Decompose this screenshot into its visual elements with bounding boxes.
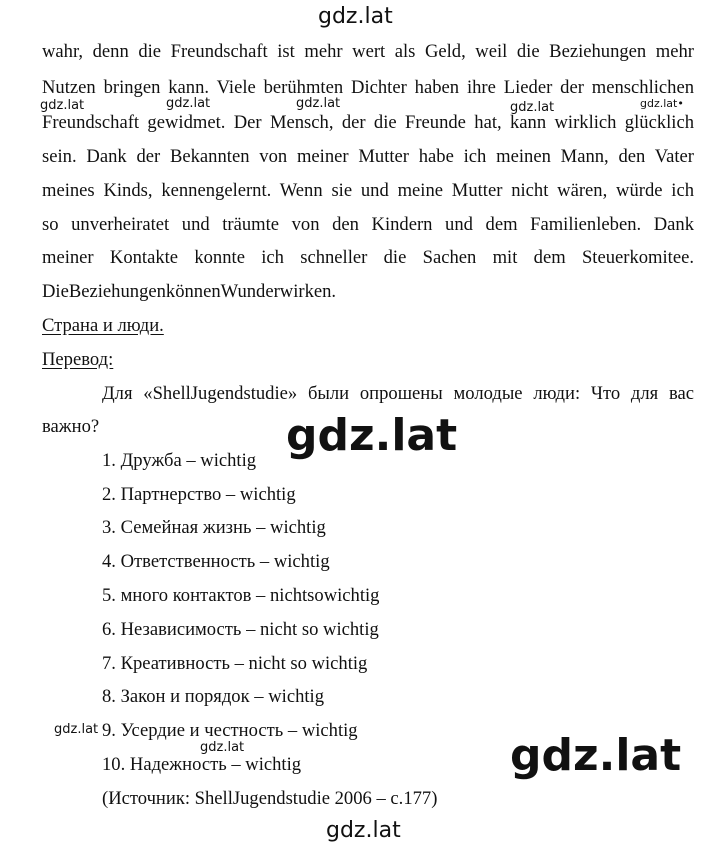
watermark-small: gdz.lat [166,96,211,111]
paragraph-line: DieBeziehungenkönnenWunderwirken. [42,281,337,302]
watermark-small: gdz.lat [510,100,555,115]
list-item: 10. Надежность – wichtig [102,754,302,775]
watermark-large: gdz.lat [510,730,682,781]
list-item: 2. Партнерство – wichtig [102,484,296,505]
list-item: 9. Усердие и честность – wichtig [102,720,358,741]
translation-heading: Перевод: [42,349,114,370]
watermark-small: gdz.lat [200,740,245,755]
list-item: 1. Дружба – wichtig [102,450,257,471]
source-citation: (Источник: ShellJugendstudie 2006 – с.177) [102,788,438,809]
paragraph-line: meiner Kontakte konnte ich schneller die Sachen mit dem Steuerkomitee. [42,247,694,268]
list-item: 5. много контактов – nichtsowichtig [102,585,380,606]
intro-line: Для «ShellJugendstudie» были опрошены молодые люди: Что для вас [102,383,694,404]
paragraph-line: sein. Dank der Bekannten von meiner Mutter habe ich meinen Mann, den Vater [42,146,694,167]
paragraph-line: Nutzen bringen kann. Viele berühmten Dichter haben ihre Lieder der menschlichen [42,77,694,98]
list-item: 6. Независимость – nicht so wichtig [102,619,379,640]
list-item: 4. Ответственность – wichtig [102,551,330,572]
list-item: 7. Креативность – nicht so wichtig [102,653,368,674]
watermark-top: gdz.lat [318,4,393,29]
paragraph-line: meines Kinds, kennengelernt. Wenn sie und meine Mutter nicht wären, würde ich [42,180,694,201]
watermark-small: gdz.lat• [640,97,684,110]
watermark-bottom: gdz.lat [326,818,401,843]
watermark-small: gdz.lat [40,98,85,113]
section-heading: Страна и люди. [42,315,164,336]
list-item: 8. Закон и порядок – wichtig [102,686,324,707]
watermark-small: gdz.lat [296,96,341,111]
watermark-small: gdz.lat [54,722,99,737]
watermark-large: gdz.lat [286,410,458,461]
paragraph-line: wahr, denn die Freundschaft ist mehr wert als Geld, weil die Beziehungen mehr [42,41,694,62]
list-item: 3. Семейная жизнь – wichtig [102,517,326,538]
intro-line: важно? [42,416,100,437]
paragraph-line: so unverheiratet und träumte von den Kindern und dem Familienleben. Dank [42,214,694,235]
paragraph-line: Freundschaft gewidmet. Der Mensch, der die Freunde hat, kann wirklich glücklich [42,112,694,133]
